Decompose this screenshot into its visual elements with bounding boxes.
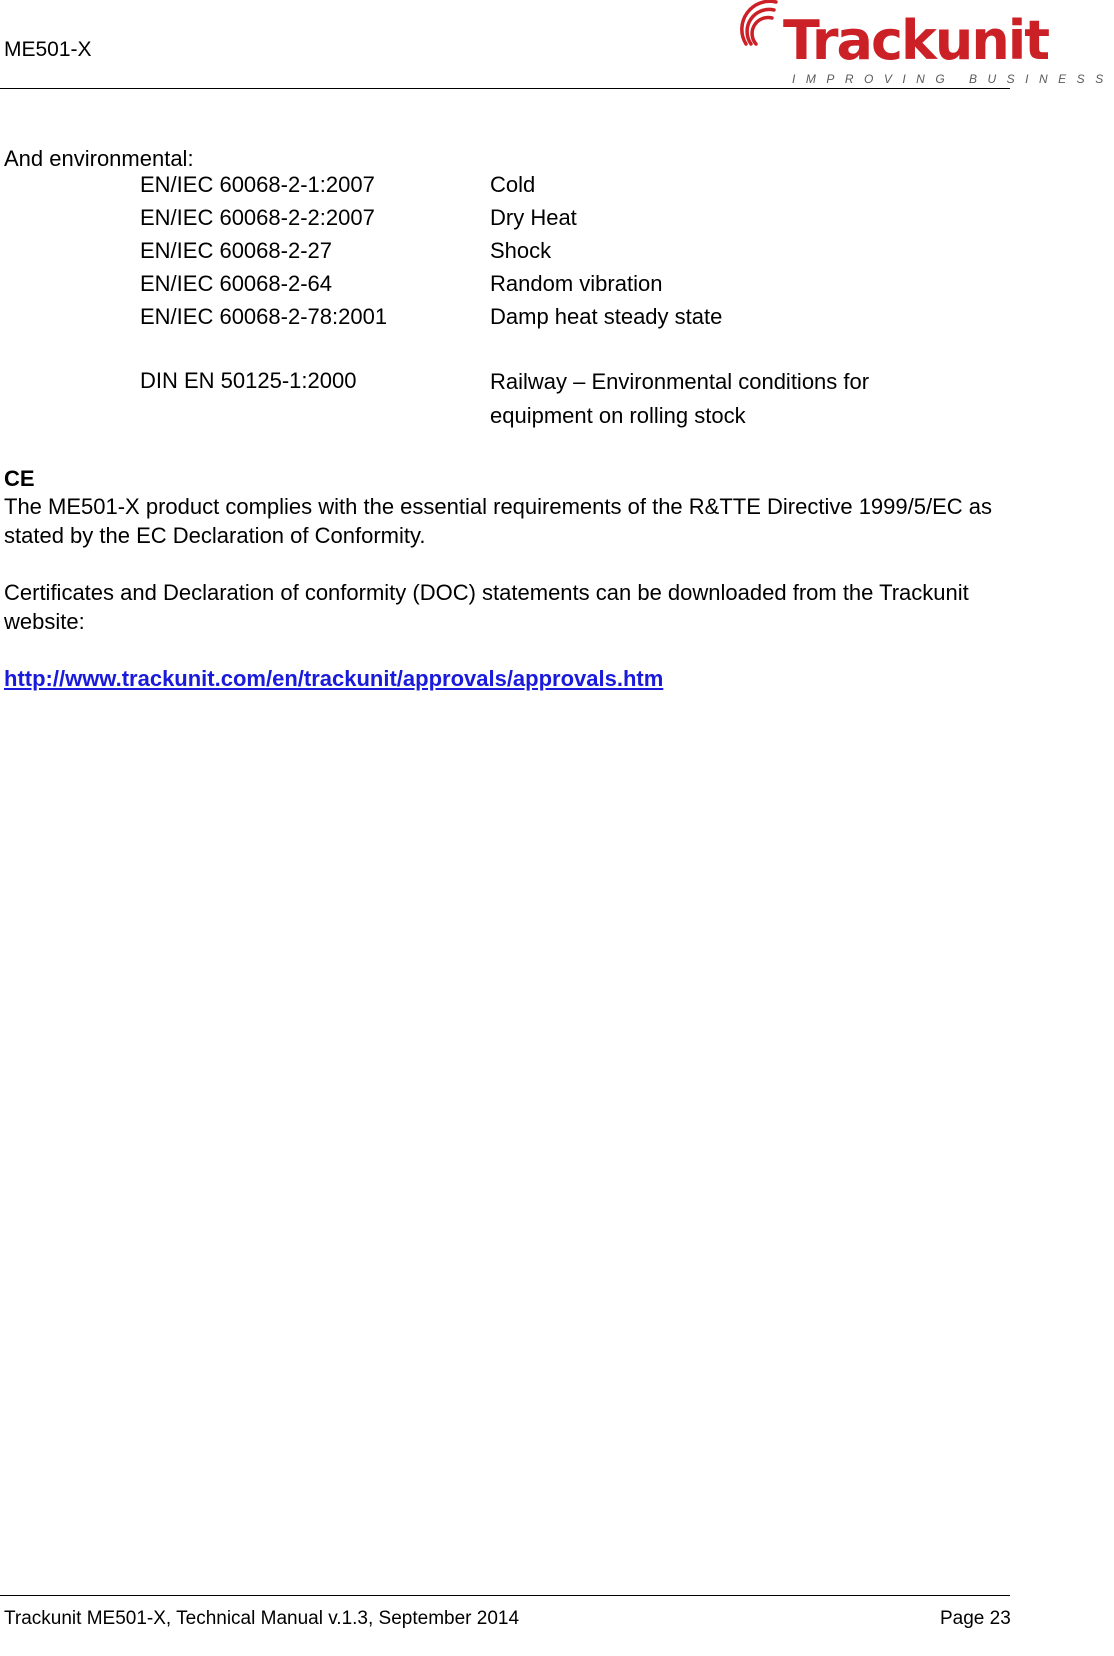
ce-heading: CE (4, 466, 35, 491)
standard-code: EN/IEC 60068-2-27 (140, 238, 332, 263)
standard-code: EN/IEC 60068-2-2:2007 (140, 205, 375, 230)
standard-code: EN/IEC 60068-2-1:2007 (140, 172, 375, 197)
ce-paragraph: The ME501-X product complies with the essential requirements of the R&TTE Directive 1999/5/EC as stated by the EC Declaration of Conformity. (4, 494, 993, 548)
standard-code: EN/IEC 60068-2-64 (140, 271, 332, 296)
signal-arcs-icon (748, 0, 788, 50)
page-header (0, 0, 1114, 92)
standard-description: Dry Heat (490, 205, 577, 230)
logo-tagline: IMPROVING BUSINESS (792, 72, 1114, 86)
document-id: ME501-X (4, 38, 92, 61)
footer-divider (0, 1595, 1010, 1596)
standard-description: Railway – Environmental conditions for equipment on rolling stock (490, 369, 870, 428)
standard-description: Shock (490, 238, 552, 263)
standard-description: Cold (490, 172, 536, 197)
standard-code: EN/IEC 60068-2-78:2001 (140, 304, 388, 329)
approvals-link[interactable]: http://www.trackunit.com/en/trackunit/approvals/approvals.htm (4, 666, 664, 691)
environmental-heading: And environmental: (4, 146, 194, 171)
trackunit-logo (748, 0, 1114, 88)
standard-code: DIN EN 50125-1:2000 (140, 368, 357, 393)
page-number: Page 23 (940, 1608, 1011, 1629)
standard-description: Random vibration (490, 271, 663, 296)
footer-text: Trackunit ME501-X, Technical Manual v.1.3, September 2014 (4, 1608, 520, 1629)
logo-wordmark: Trackunit (783, 9, 1049, 72)
header-divider (0, 88, 1010, 89)
standard-description: Damp heat steady state (490, 304, 723, 329)
certificates-paragraph: Certificates and Declaration of conformity (DOC) statements can be downloaded from the Trackunit website: (4, 580, 969, 634)
